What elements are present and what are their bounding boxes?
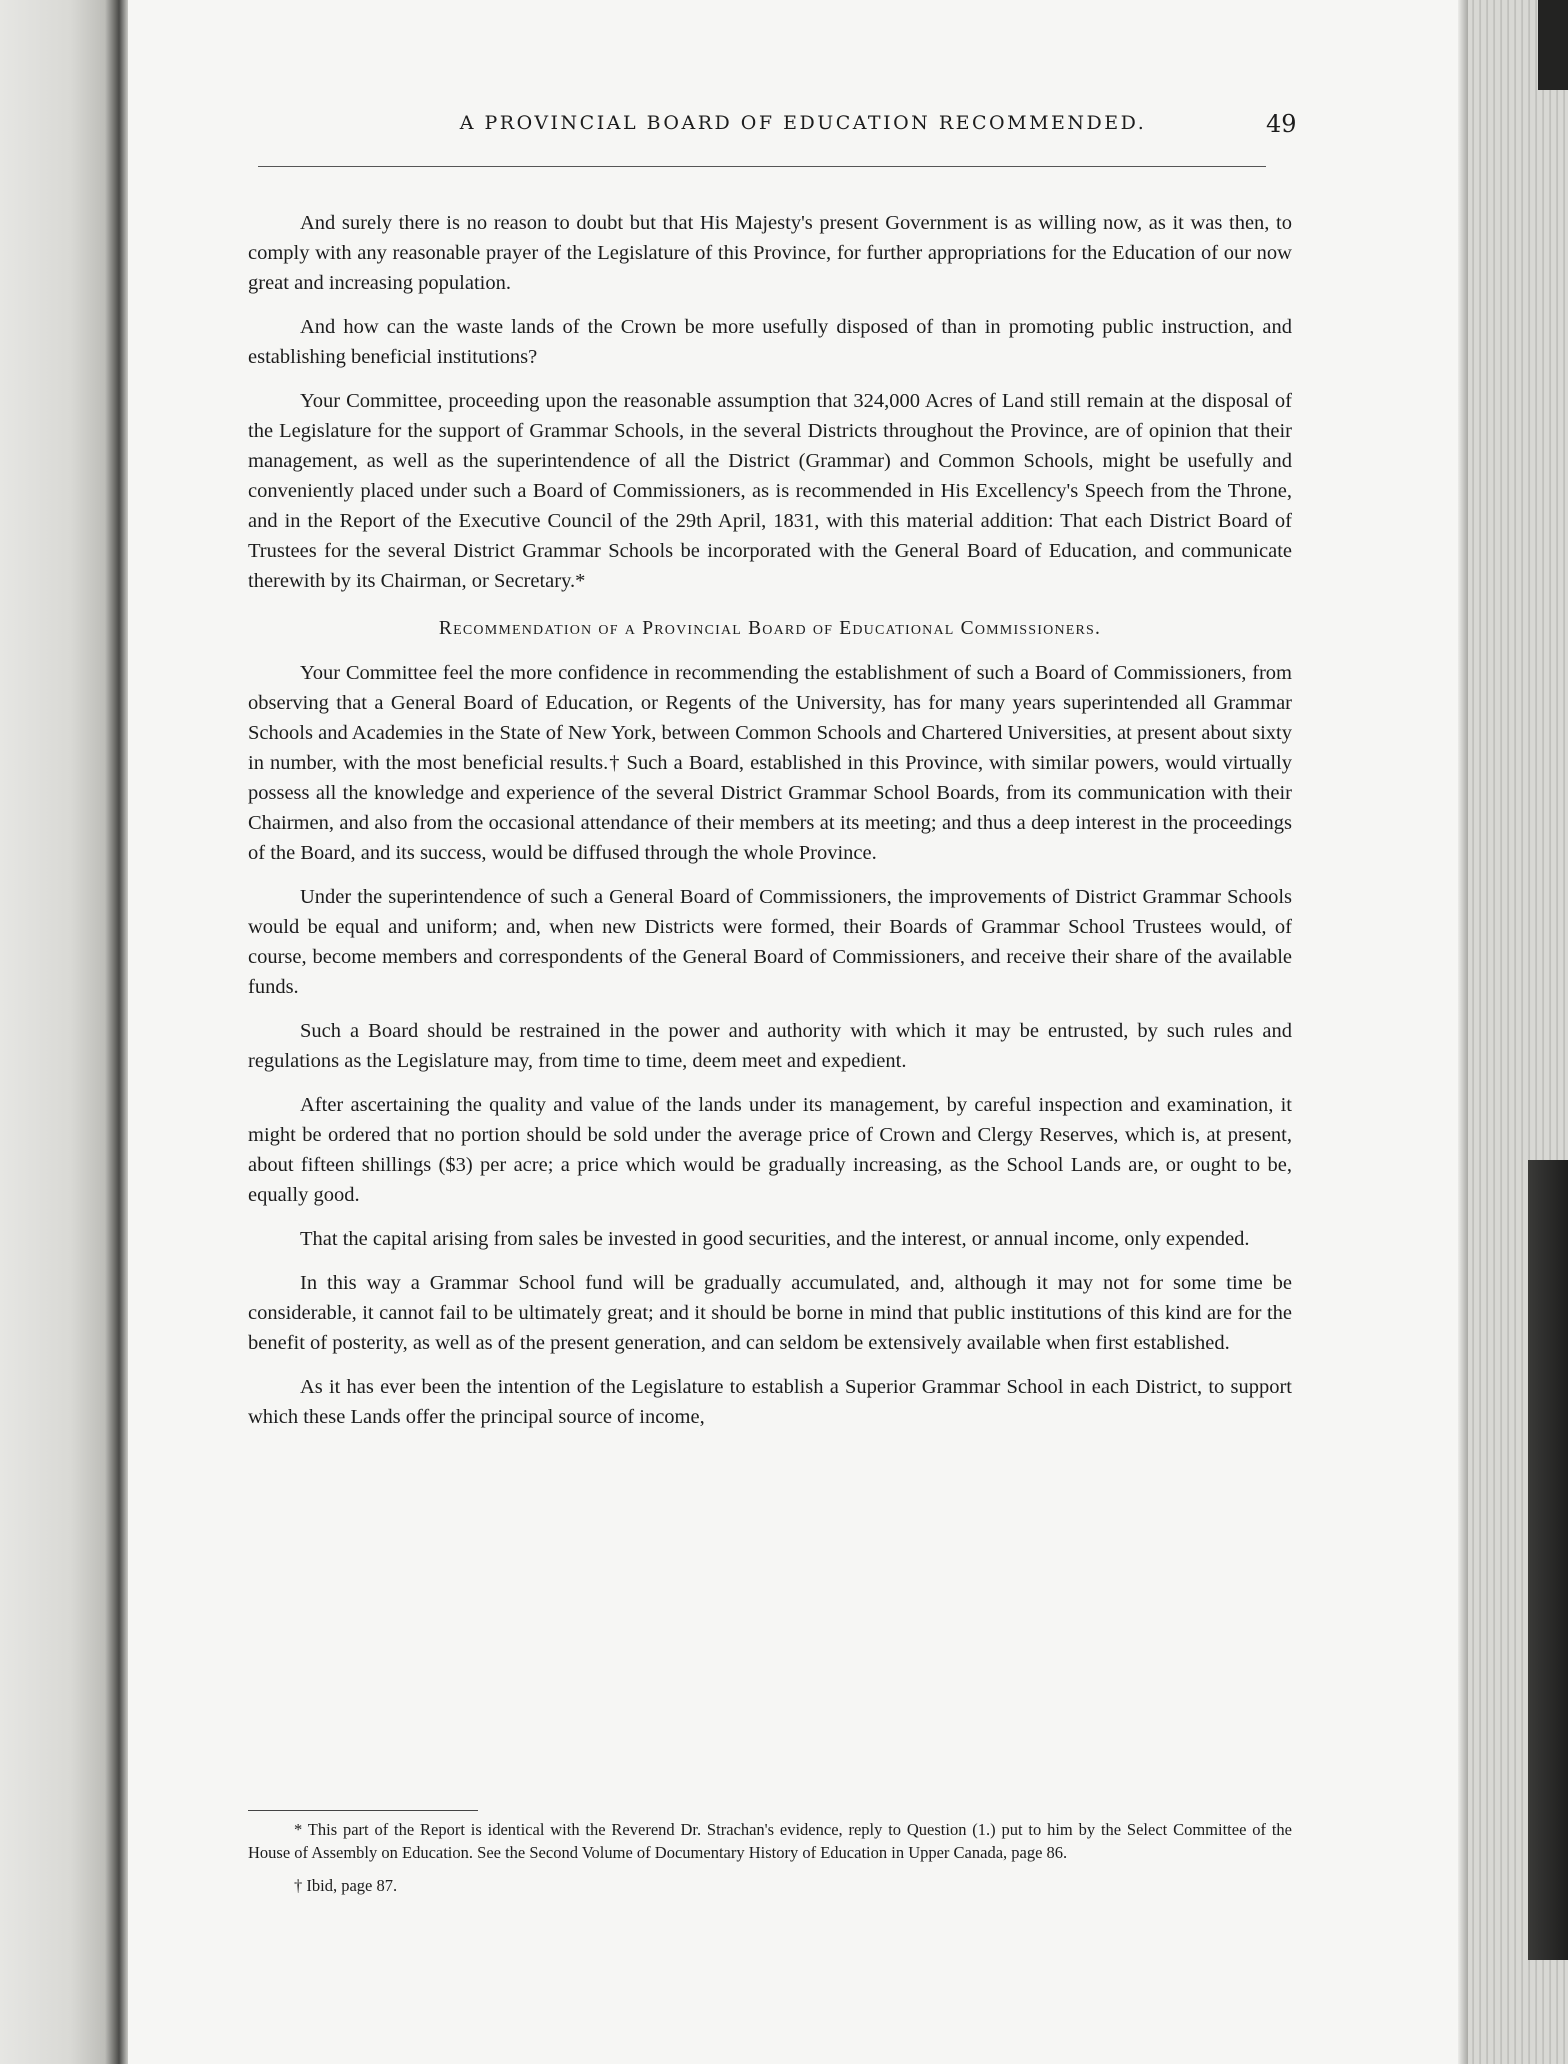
paragraph: That the capital arising from sales be invested in good securities, and the interest, or annual income, only expended. bbox=[300, 1228, 1250, 1250]
book-cover-edge bbox=[1528, 1160, 1568, 1960]
paragraph: In this way a Grammar School fund will be gradually accumulated, and, although it may not for some time be considerable, it cannot fail to be ultimately great; and it should be borne in mind that public institutions of this kind are for the benefit of posterity, as well as of the present generation, and can seldom be extensively available when first established. bbox=[248, 1272, 1292, 1354]
paragraph: And surely there is no reason to doubt but that His Majesty's present Government is as willing now, as it was then, to comply with any reasonable prayer of the Legislature of this Province, for further appropriations for the Education of our now great and increasing population. bbox=[248, 212, 1292, 294]
paragraph: And how can the waste lands of the Crown be more usefully disposed of than in promoting public instruction, and establishing beneficial institutions? bbox=[248, 316, 1292, 368]
section-heading: Recommendation of a Provincial Board of Educational Commissioners. bbox=[438, 618, 1102, 639]
running-title: A PROVINCIAL BOARD OF EDUCATION RECOMMENDED. bbox=[459, 112, 1147, 134]
paragraph: Such a Board should be restrained in the power and authority with which it may be entrusted, by such rules and regulations as the Legislature may, from time to time, deem meet and expedient. bbox=[248, 1020, 1292, 1072]
book-cover-corner bbox=[1538, 0, 1568, 90]
book-gutter-left bbox=[0, 0, 128, 2064]
paragraph: Your Committee, proceeding upon the reasonable assumption that 324,000 Acres of Land still remain at the disposal of the Legislature for the support of Grammar Schools, in the several Districts throughout the Province, are of opinion that their management, as well as the superintendence of all the District (Grammar) and Common Schools, might be usefully and conveniently placed under such a Board of Commissioners, as is recommended in His Excellency's Speech from the Throne, and in the Report of the Executive Council of the 29th April, 1831, with this material addition: That each District Board of Trustees for the several District Grammar Schools be incorporated with the General Board of Education, and communicate therewith by its Chairman, or Secretary.* bbox=[248, 390, 1292, 592]
page-edge-shadow bbox=[1458, 0, 1468, 2064]
body-text bbox=[248, 208, 1292, 1446]
paragraph: As it has ever been the intention of the Legislature to establish a Superior Grammar School in each District, to support which these Lands offer the principal source of income, bbox=[248, 1376, 1292, 1428]
footnote-rule bbox=[248, 1810, 478, 1811]
paragraph: After ascertaining the quality and value of the lands under its management, by careful inspection and examination, it might be ordered that no portion should be sold under the average price of Crown and Clergy Reserves, which is, at present, about fifteen shillings ($3) per acre; a price which would be gradually increasing, as the School Lands are, or ought to be, equally good. bbox=[248, 1094, 1292, 1206]
footnote: * This part of the Report is identical with the Reverend Dr. Strachan's evidence, reply to Question (1.) put to him by the Select Committee of the House of Assembly on Education. See the Second Volume of Documentary History of Education in Upper Canada, page 86. bbox=[248, 1820, 1292, 1862]
paragraph: Under the superintendence of such a General Board of Commissioners, the improvements of District Grammar Schools would be equal and uniform; and, when new Districts were formed, their Boards of Grammar School Trustees would, of course, become members and correspondents of the General Board of Commissioners, and receive their share of the available funds. bbox=[248, 886, 1292, 998]
page-number: 49 bbox=[1266, 110, 1297, 138]
footnotes bbox=[248, 1818, 1292, 1907]
paragraph: Your Committee feel the more confidence in recommending the establishment of such a Board of Commissioners, from observing that a General Board of Education, or Regents of the University, has for many years superintended all Grammar Schools and Academies in the State of New York, between Common Schools and Chartered Universities, at present about sixty in number, with the most beneficial results.† Such a Board, established in this Province, with similar powers, would virtually possess all the knowledge and experience of the several District Grammar School Boards, from its communication with their Chairmen, and also from the occasional attendance of their members at its meeting; and thus a deep interest in the proceedings of the Board, and its success, would be diffused through the whole Province. bbox=[248, 662, 1292, 864]
header-rule bbox=[258, 166, 1266, 167]
footnote: † Ibid, page 87. bbox=[294, 1876, 398, 1895]
